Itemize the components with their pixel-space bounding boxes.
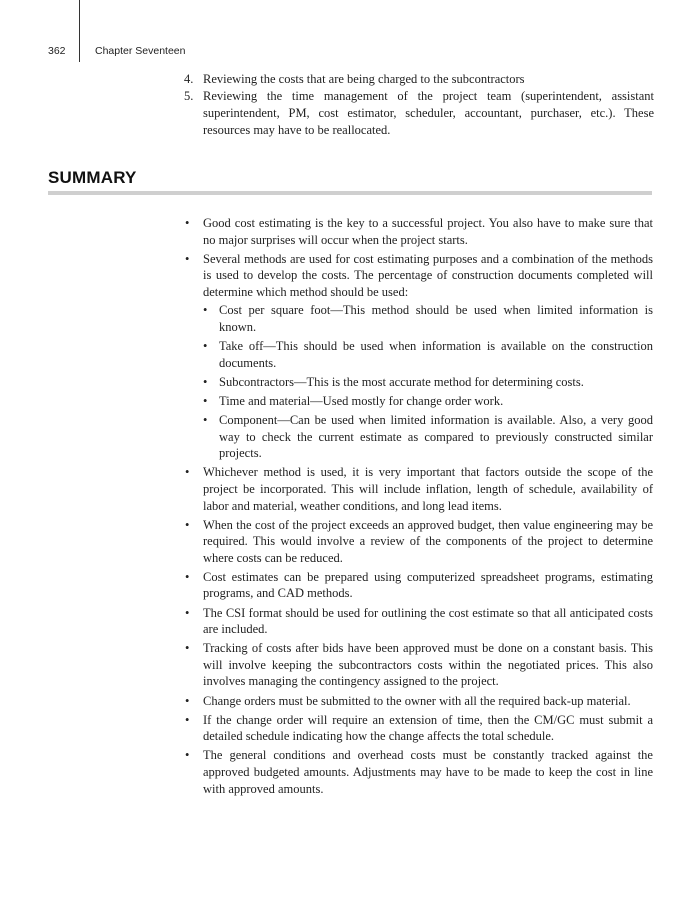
bullet-icon: •	[203, 303, 208, 318]
summary-item-text: Tracking of costs after bids have been approved must be done on a constant basis. This will involve keeping the subcontractors costs within the negotiated prices. This also involves managing the contingency assigned to the project.	[203, 641, 653, 689]
sub-item	[203, 393, 653, 410]
page-number: 362	[48, 45, 66, 57]
sub-item-text: Cost per square foot—This method should be used when limited information is known.	[219, 303, 653, 335]
numbered-item	[184, 71, 654, 88]
item-text: Reviewing the costs that are being charged to the subcontractors	[203, 72, 525, 86]
summary-list	[185, 215, 653, 800]
numbered-item	[184, 88, 654, 139]
bullet-icon: •	[185, 569, 190, 584]
bullet-icon: •	[203, 374, 208, 389]
summary-item	[185, 605, 653, 638]
bullet-icon: •	[185, 712, 190, 727]
item-number: 4.	[184, 72, 194, 86]
section-heading-summary: SUMMARY	[48, 168, 137, 187]
item-number: 5.	[184, 89, 194, 103]
summary-item-text: The CSI format should be used for outlining the cost estimate so that all anticipated costs are included.	[203, 605, 653, 637]
summary-item	[185, 251, 653, 462]
summary-item-text: Good cost estimating is the key to a successful project. You also have to make sure that no major surprises will occur when the project starts.	[203, 216, 653, 247]
sub-item-text: Time and material—Used mostly for change order work.	[219, 393, 504, 408]
sub-item	[203, 412, 653, 462]
section-rule	[48, 191, 652, 195]
summary-item-text: When the cost of the project exceeds an approved budget, then value engineering may be required. This would involve a review of the components of the project to determine where costs can be reduced.	[203, 517, 653, 565]
summary-item-text: Change orders must be submitted to the owner with all the required back-up material.	[203, 693, 631, 708]
sub-item	[203, 374, 653, 391]
bullet-icon: •	[185, 693, 190, 708]
summary-item	[185, 712, 653, 745]
summary-item-text: If the change order will require an extension of time, then the CM/GC must submit a detailed schedule indicating how the change affects the total schedule.	[203, 712, 653, 744]
summary-item-text: Cost estimates can be prepared using computerized spreadsheet programs, estimating programs, and CAD methods.	[203, 569, 653, 601]
numbered-list	[184, 71, 654, 139]
summary-item	[185, 464, 653, 514]
summary-item-text: Several methods are used for cost estimating purposes and a combination of the methods is used to develop the costs. The percentage of construction documents completed will determine which method should be used:	[203, 251, 653, 299]
item-text: Reviewing the time management of the project team (superintendent, assistant superintendent, PM, cost estimator, scheduler, accountant, purchaser, etc.). These resources may have to be reallocated.	[203, 89, 654, 137]
bullet-icon: •	[185, 465, 190, 480]
summary-item	[185, 215, 653, 248]
header-divider	[79, 0, 80, 62]
bullet-icon: •	[185, 605, 190, 620]
summary-item	[185, 640, 653, 690]
summary-item	[185, 693, 653, 710]
bullet-icon: •	[185, 251, 190, 266]
summary-item-text: Whichever method is used, it is very important that factors outside the scope of the project be incorporated. This will include inflation, length of schedule, availability of labor and material, weather conditions, and long lead items.	[203, 465, 653, 513]
bullet-icon: •	[185, 748, 190, 763]
sub-item-text: Component—Can be used when limited information is available. Also, a very good way to check the current estimate as compared to previously constructed similar projects.	[219, 413, 653, 461]
sub-item	[203, 302, 653, 335]
bullet-icon: •	[185, 517, 190, 532]
summary-item	[185, 569, 653, 602]
sub-item-text: Subcontractors—This is the most accurate method for determining costs.	[219, 374, 584, 389]
bullet-icon: •	[203, 393, 208, 408]
bullet-icon: •	[203, 339, 208, 354]
method-sub-list	[203, 302, 653, 461]
summary-item	[185, 747, 653, 797]
bullet-icon: •	[185, 216, 190, 230]
sub-item	[203, 338, 653, 371]
sub-item-text: Take off—This should be used when information is available on the construction documents.	[219, 339, 653, 370]
summary-item	[185, 517, 653, 567]
bullet-icon: •	[185, 641, 190, 656]
summary-item-text: The general conditions and overhead costs must be constantly tracked against the approved budgeted amounts. Adjustments may have to be made to keep the cost in line with approved amounts.	[203, 748, 653, 796]
bullet-icon: •	[203, 413, 208, 428]
chapter-title: Chapter Seventeen	[95, 45, 186, 57]
